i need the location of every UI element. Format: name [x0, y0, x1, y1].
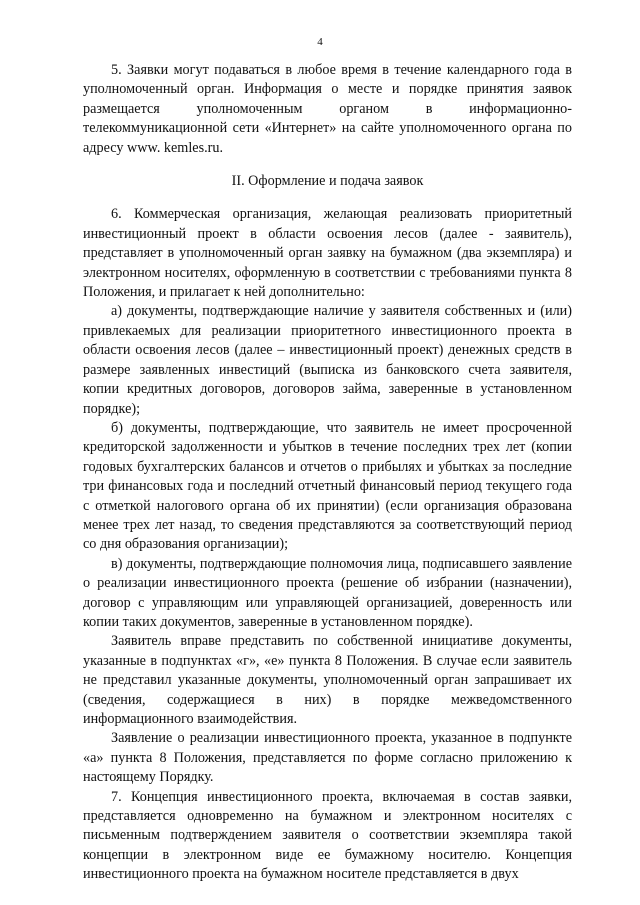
- paragraph-6-item-v: в) документы, подтверждающие полномочия лица, подписавшего заявление о реализации инвестиционного проекта (решение об избрании (назначении), договор с управляющим или управляющей организацией, доверенность или копии таких документов, заверенные в установленном порядке).: [83, 555, 572, 630]
- paragraph-7: 7. Концепция инвестиционного проекта, включаемая в состав заявки, представляется одновременно на бумажном и электронном носителях с письменным подтверждением заявителя о соответствии экземпляра такой концепции в электронном виде ее бумажному носителю. Концепция инвестиционного проекта на бумажном носителе представляется в двух: [83, 788, 572, 883]
- paragraph-6-item-b: б) документы, подтверждающие, что заявитель не имеет просроченной кредиторской задолженности и убытков в течение последних трех лет (копии годовых бухгалтерских балансов и отчетов о прибылях и убытках за последние три финансовых года и последний отчетный финансовый период текущего года с отметкой налогового органа об их принятии) (если организация образована менее трех лет назад, то сведения представляются за соответствующий период со дня образования организации);: [83, 419, 572, 553]
- paragraph-6: 6. Коммерческая организация, желающая реализовать приоритетный инвестиционный проект в области освоения лесов (далее - заявитель), представляет в уполномоченный орган заявку на бумажном (два экземпляра) и электронном носителях, оформленную в соответствии с требованиями пункта 8 Положения, и прилагает к ней дополнительно:: [83, 206, 572, 301]
- section-heading: II. Оформление и подача заявок: [231, 173, 424, 190]
- paragraph-5: 5. Заявки могут подаваться в любое время в течение календарного года в уполномоченный орган. Информация о месте и порядке принятия заявок размещается уполномоченным органом в информационно-телекоммуникационной сети «Интернет» на сайте уполномоченного органа по адресу www. kemles.ru.: [83, 62, 572, 156]
- page-number: 4: [317, 36, 323, 48]
- paragraph-application-form: Заявление о реализации инвестиционного проекта, указанное в подпункте «а» пункта 8 Положения, представляется по форме согласно приложению к настоящему Порядку.: [83, 730, 572, 786]
- paragraph-applicant-right: Заявитель вправе представить по собственной инициативе документы, указанные в подпунктах «г», «е» пункта 8 Положения. В случае если заявитель не представил указанные документы, уполномоченный орган запрашивает их (сведения, содержащиеся в них) в порядке межведомственного информационного взаимодействия.: [83, 633, 572, 727]
- paragraph-6-item-a: а) документы, подтверждающие наличие у заявителя собственных и (или) привлекаемых для реализации приоритетного инвестиционного проекта в области освоения лесов (далее – инвестиционный проект) денежных средств в размере заявленных инвестиций (выписка из банковского счета заявителя, копии кредитных договоров, договоров займа, заверенные в установленном порядке);: [83, 303, 572, 417]
- document-body: [83, 61, 572, 885]
